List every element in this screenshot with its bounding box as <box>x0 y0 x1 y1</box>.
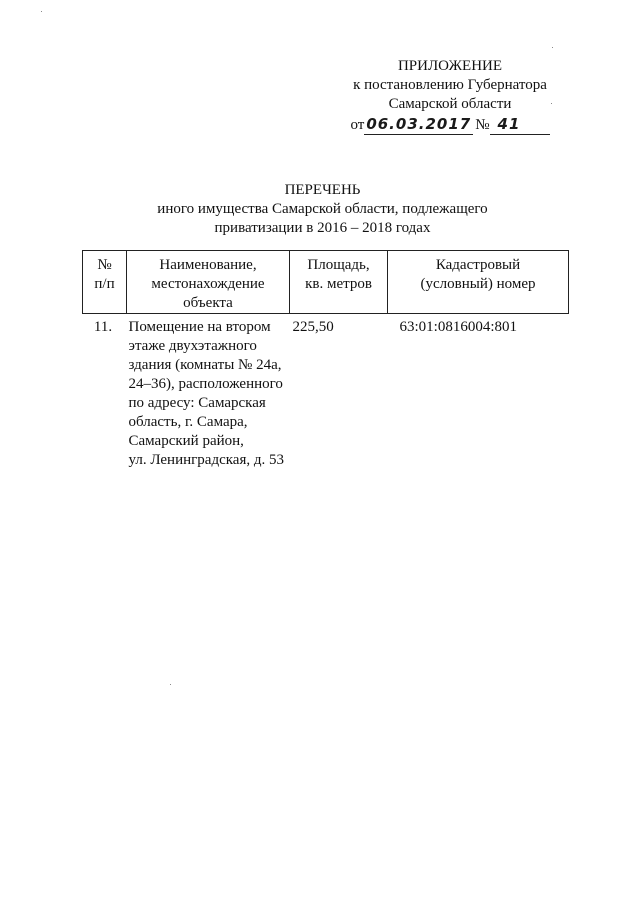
scan-speck <box>552 47 553 48</box>
heading-line-2: приватизации в 2016 – 2018 годах <box>214 220 431 236</box>
row-name-line: ул. Ленинградская, д. 53 <box>128 452 284 468</box>
header-cadastral <box>388 251 569 314</box>
header-num-line: п/п <box>94 276 115 292</box>
handwritten-date: 06.03.2017 <box>366 115 472 133</box>
property-table <box>82 250 569 470</box>
row-name-line: 24–36), расположенного <box>128 376 283 392</box>
heading-line-1: иного имущества Самарской области, подлежащего <box>157 201 488 217</box>
row-name-line: этаже двухэтажного <box>128 338 257 354</box>
row-name <box>127 314 290 471</box>
row-name-line: область, г. Самара, <box>128 414 248 430</box>
header-name-line: объекта <box>183 295 233 311</box>
header-cadastral-line: (условный) номер <box>420 276 536 292</box>
table-row <box>83 314 569 471</box>
row-name-line: Самарский район, <box>128 433 244 449</box>
appendix-line-2: Самарской области <box>388 96 512 112</box>
header-num-line: № <box>97 257 112 273</box>
appendix-title: ПРИЛОЖЕНИЕ <box>397 58 503 74</box>
header-name-line: Наименование, <box>159 257 257 273</box>
document-heading <box>100 181 545 238</box>
header-cadastral-line: Кадастровый <box>435 257 521 273</box>
header-area-line: кв. метров <box>305 276 372 292</box>
heading-title: ПЕРЕЧЕНЬ <box>284 182 361 198</box>
date-number-line <box>330 115 570 135</box>
row-area: 225,50 <box>292 319 334 335</box>
table-header-row <box>83 251 569 314</box>
header-name <box>127 251 290 314</box>
row-cadastral: 63:01:0816004:801 <box>399 319 518 335</box>
scan-speck <box>41 11 42 12</box>
row-name-line: по адресу: Самарская <box>128 395 266 411</box>
header-area-line: Площадь, <box>307 257 370 273</box>
header-num <box>83 251 127 314</box>
appendix-line-1: к постановлению Губернатора <box>353 77 547 93</box>
header-name-line: местонахождение <box>151 276 265 292</box>
handwritten-number: 41 <box>490 115 550 135</box>
scan-speck <box>170 684 171 685</box>
header-area <box>290 251 388 314</box>
row-name-line: Помещение на втором <box>128 319 271 335</box>
appendix-block <box>330 57 570 135</box>
number-prefix: № <box>475 117 490 133</box>
date-prefix: от <box>350 117 365 133</box>
scan-speck <box>551 103 552 104</box>
row-num: 11. <box>93 319 113 335</box>
row-name-line: здания (комнаты № 24а, <box>128 357 282 373</box>
